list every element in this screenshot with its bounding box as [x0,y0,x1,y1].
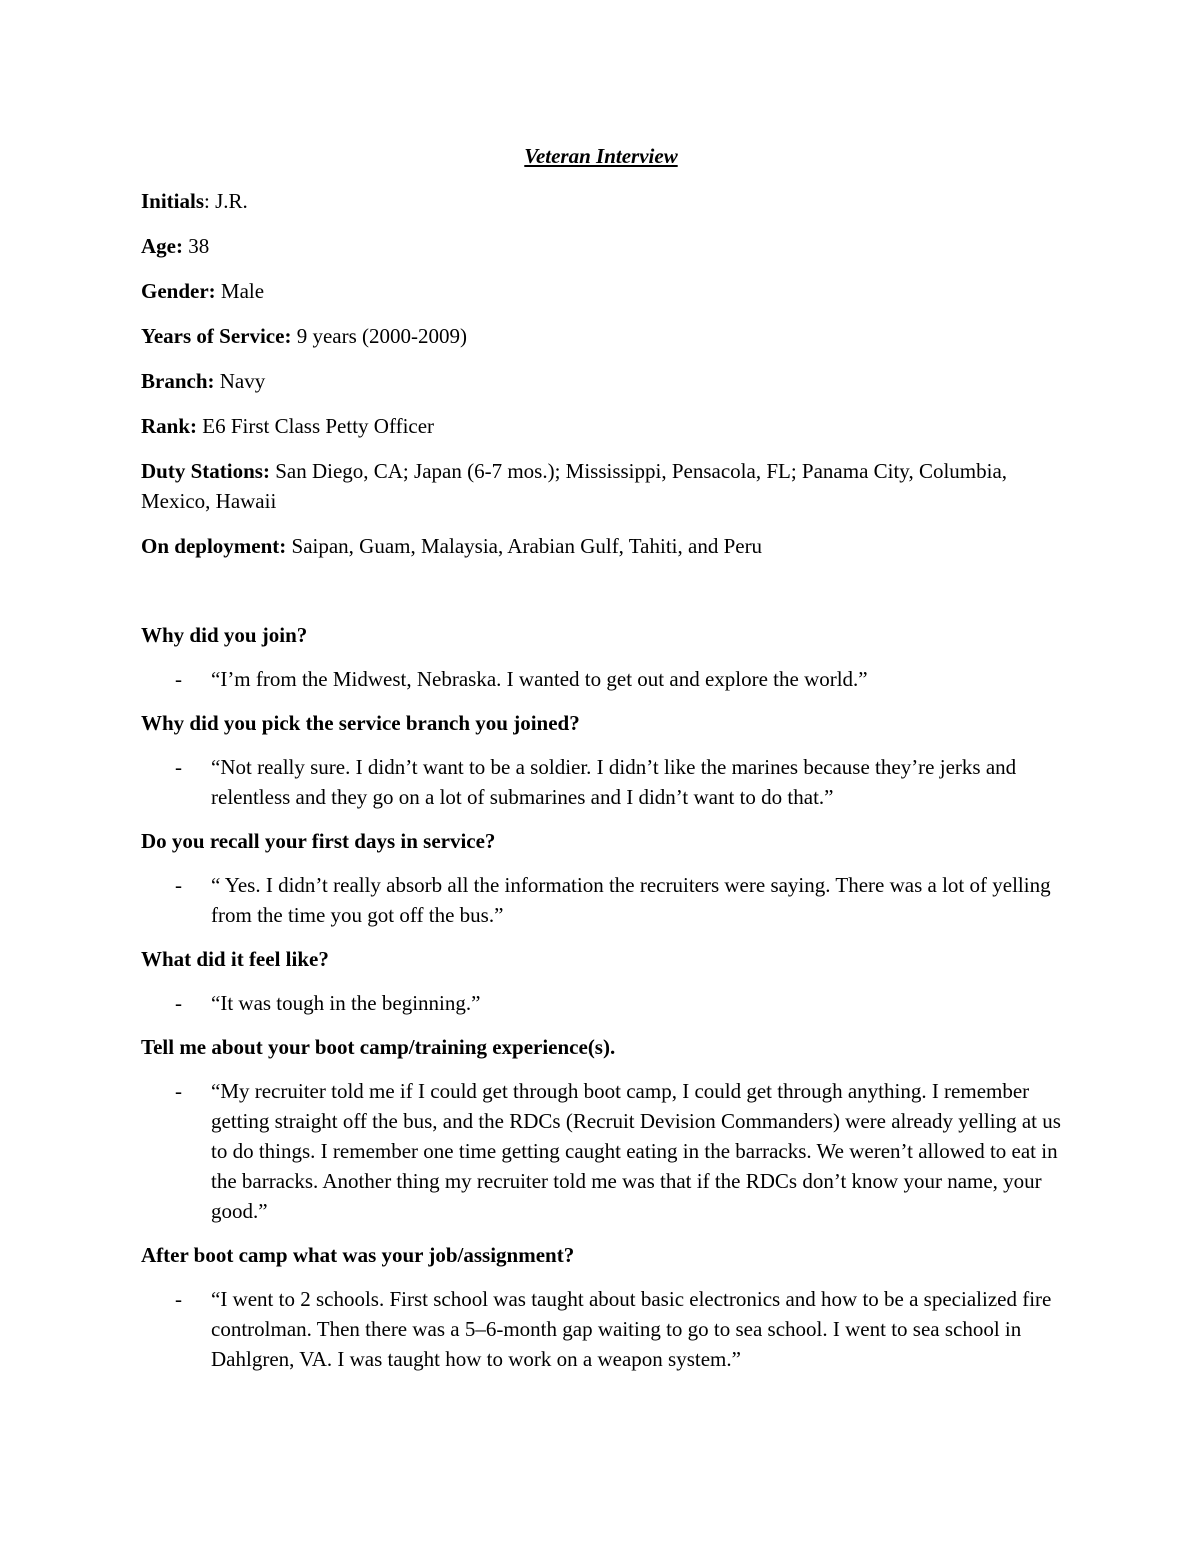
answer-feel-like [141,988,1061,1018]
field-value: Male [215,279,265,303]
list-dash: - [175,667,182,691]
field-value: San Diego, CA; Japan (6-7 mos.); Mississippi, Pensacola, FL; Panama City, Columbia, Mexico, Hawaii [141,459,1008,513]
field-gender [141,276,1061,306]
field-value: Navy [214,369,266,393]
answer-text: “My recruiter told me if I could get through boot camp, I could get through anything. I remember getting straight off the bus, and the RDCs (Recruit Devision Commanders) were already yelling at us to do things. I remember one time getting caught eating in the barracks. We weren’t allowed to eat in the barracks. Another thing my recruiter told me was that if the RDCs don’t know your name, your good.” [211,1079,1061,1223]
answer-job-assignment [141,1284,1061,1374]
section-spacer [141,576,1061,620]
answer-first-days [141,870,1061,930]
answer-text: “I’m from the Midwest, Nebraska. I wanted to get out and explore the world.” [211,667,868,691]
field-duty-stations [141,456,1061,516]
field-years-of-service [141,321,1061,351]
field-initials [141,186,1061,216]
answer-text: “It was tough in the beginning.” [211,991,481,1015]
question-first-days: Do you recall your first days in service? [141,829,496,853]
list-dash: - [175,755,182,779]
list-dash: - [175,873,182,897]
field-value: 9 years (2000-2009) [291,324,467,348]
question-boot-camp: Tell me about your boot camp/training experience(s). [141,1035,616,1059]
answer-text: “Not really sure. I didn’t want to be a soldier. I didn’t like the marines because they’re jerks and relentless and they go on a lot of submarines and I didn’t want to do that.” [211,755,1017,809]
answer-why-branch [141,752,1061,812]
answer-text: “ Yes. I didn’t really absorb all the information the recruiters were saying. There was a lot of yelling from the time you got off the bus.” [211,873,1051,927]
field-label: Age: [141,234,183,258]
field-value: E6 First Class Petty Officer [197,414,435,438]
question-feel-like: What did it feel like? [141,947,329,971]
field-value: 38 [182,234,210,258]
page-title: Veteran Interview [524,144,678,168]
answer-text: “I went to 2 schools. First school was taught about basic electronics and how to be a specialized fire controlman. Then there was a 5–6-month gap waiting to go to sea school. I went to sea school in Dahlgren, VA. I was taught how to work on a weapon system.” [211,1287,1052,1371]
question-why-join: Why did you join? [141,623,308,647]
field-label: Gender: [141,279,216,303]
list-dash: - [175,991,182,1015]
answer-why-join [141,664,1061,694]
field-value: J.R. [209,189,248,213]
document-page [141,141,1061,1388]
field-on-deployment [141,531,1061,561]
field-label: On deployment: [141,534,287,558]
field-age [141,231,1061,261]
field-value: Saipan, Guam, Malaysia, Arabian Gulf, Tahiti, and Peru [286,534,763,558]
list-dash: - [175,1079,182,1103]
field-label: Branch: [141,369,215,393]
answer-boot-camp [141,1076,1061,1226]
field-branch [141,366,1061,396]
field-label: Initials [141,189,205,213]
field-label: Rank: [141,414,198,438]
list-dash: - [175,1287,182,1311]
question-job-assignment: After boot camp what was your job/assignment? [141,1243,575,1267]
field-label: Years of Service: [141,324,292,348]
field-label: Duty Stations: [141,459,270,483]
field-rank [141,411,1061,441]
question-why-branch: Why did you pick the service branch you joined? [141,711,580,735]
field-separator: : [204,189,210,213]
